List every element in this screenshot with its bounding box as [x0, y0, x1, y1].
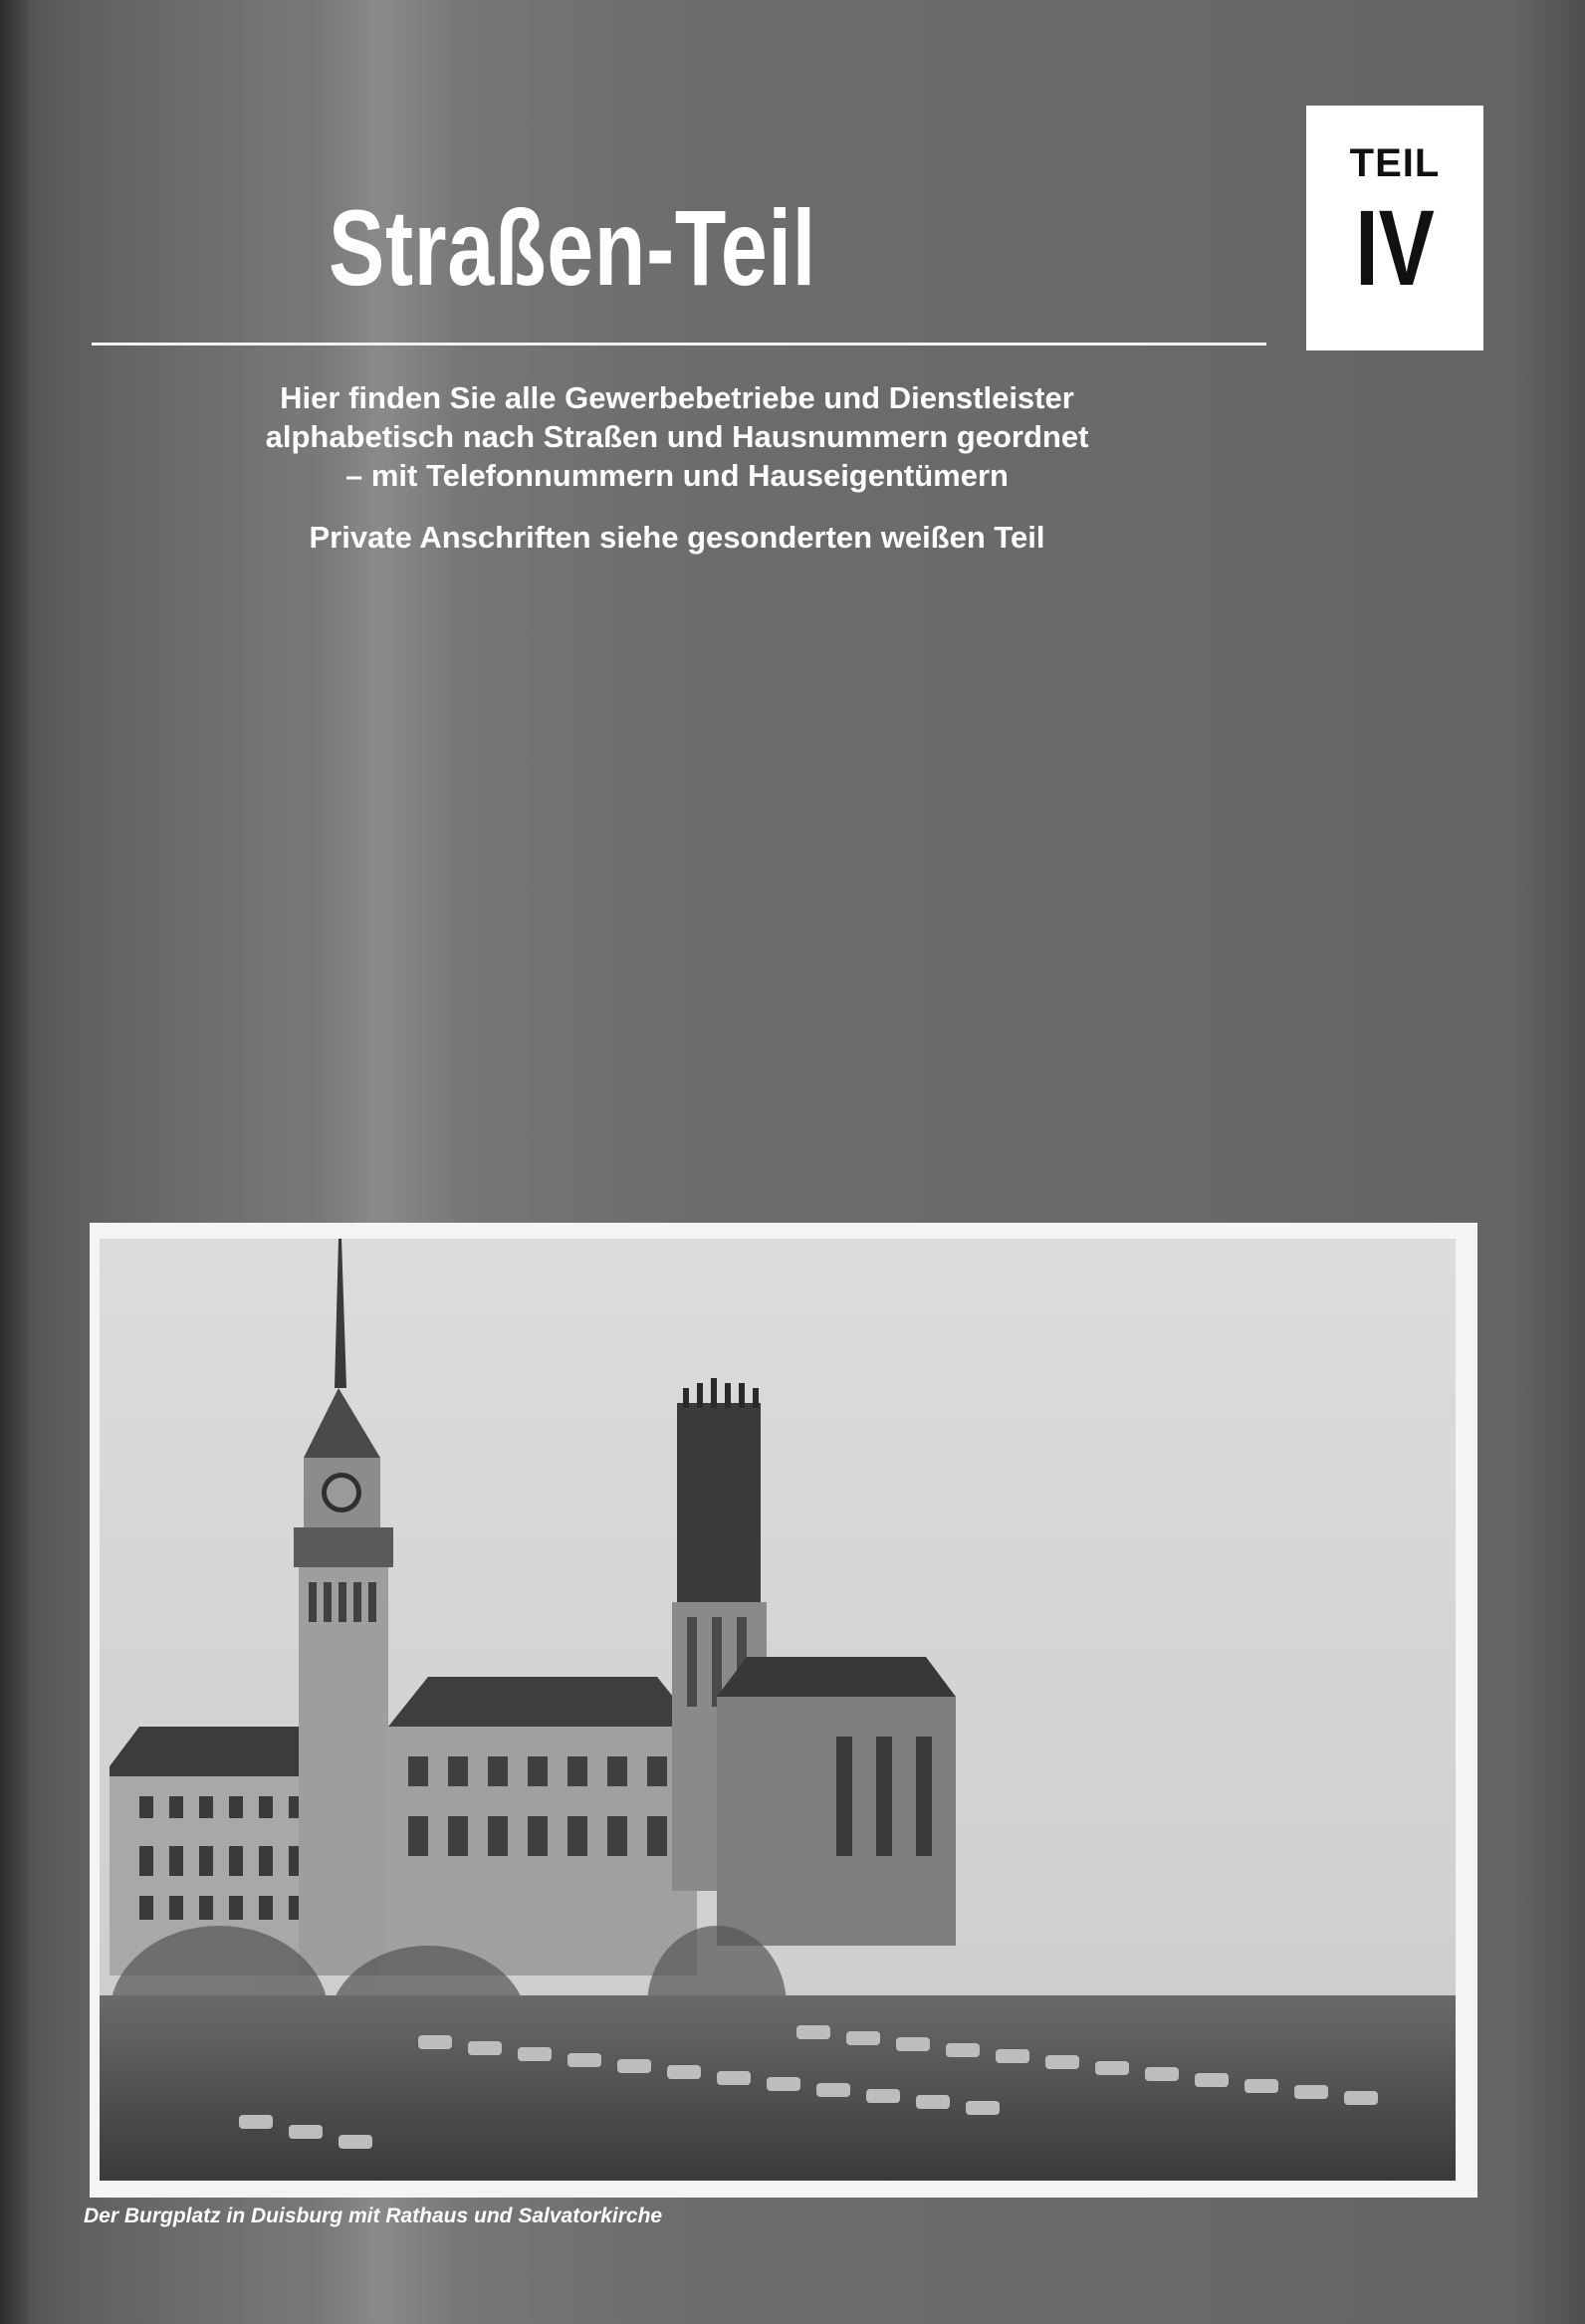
private-address-note: Private Anschriften siehe gesonderten weißen Teil: [309, 520, 1045, 555]
intro-text: [149, 378, 1205, 495]
section-badge-label: TEIL: [1349, 141, 1441, 185]
section-badge-number: IV: [1355, 187, 1435, 308]
photo-caption: Der Burgplatz in Duisburg mit Rathaus und Salvatorkirche: [84, 2205, 663, 2227]
binding-spine: [0, 0, 28, 2324]
photo-frame: [90, 1223, 1477, 2198]
intro-line: – mit Telefonnummern und Hauseigentümern: [344, 458, 1009, 493]
title-divider: [92, 343, 1266, 346]
photo-illustration: [100, 1239, 1456, 2181]
page-title: Straßen-Teil: [329, 187, 816, 308]
city-hall-photo: [100, 1239, 1456, 2181]
section-badge: [1306, 106, 1483, 350]
intro-line: alphabetisch nach Straßen und Hausnummern geordnet: [265, 419, 1089, 454]
intro-line: Hier finden Sie alle Gewerbebetriebe und Dienstleister: [280, 380, 1074, 415]
